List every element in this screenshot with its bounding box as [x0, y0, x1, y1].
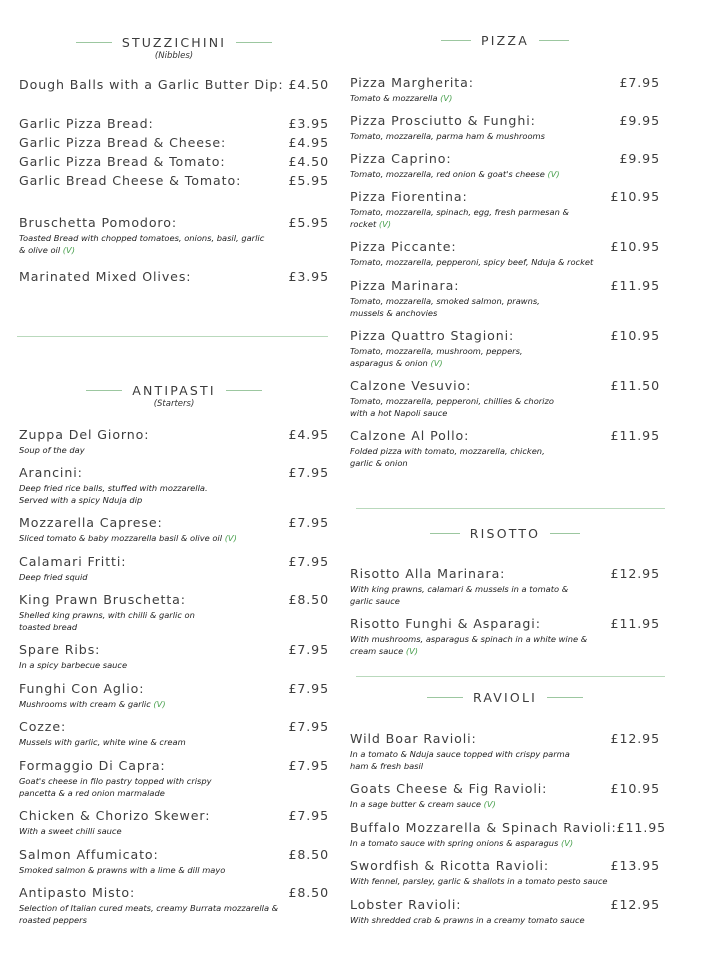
item-price: £10.95: [610, 239, 660, 254]
item-name: Funghi Con Aglio:: [19, 681, 145, 696]
menu-item: [19, 269, 329, 284]
item-price: £7.95: [619, 75, 660, 90]
nibbles-header: [19, 35, 329, 61]
menu-item: [350, 858, 660, 887]
item-description: Folded pizza with tomato, mozzarella, chicken, garlic & onion: [350, 446, 545, 468]
item-name: Garlic Pizza Bread & Tomato:: [19, 154, 226, 169]
item-description: Tomato, mozzarella, red onion & goat's cheese: [350, 169, 545, 179]
item-price: £13.95: [610, 858, 660, 873]
item-name: Zuppa Del Giorno:: [19, 427, 150, 442]
item-description: Soup of the day: [19, 445, 85, 455]
vegetarian-badge: (V): [153, 699, 166, 709]
item-price: £11.95: [610, 428, 660, 443]
item-description: Deep fried rice balls, stuffed with mozzarella. Served with a spicy Nduja dip: [19, 483, 208, 505]
vegetarian-badge: (V): [547, 169, 560, 179]
item-description: Tomato, mozzarella, pepperoni, spicy beef, Nduja & rocket: [350, 257, 594, 267]
vegetarian-badge: (V): [483, 799, 496, 809]
item-price: £12.95: [610, 897, 660, 912]
header-rule: [236, 42, 272, 43]
item-description: Goat's cheese in filo pastry topped with crispy pancetta & a red onion marmalade: [19, 776, 212, 798]
item-name: Wild Boar Ravioli:: [350, 731, 477, 746]
item-price: £10.95: [610, 781, 660, 796]
menu-item: [350, 781, 660, 810]
item-description: Tomato & mozzarella: [350, 93, 438, 103]
vegetarian-badge: (V): [430, 358, 443, 368]
item-name: Buffalo Mozzarella & Spinach Ravioli:: [350, 820, 617, 835]
item-description: Smoked salmon & prawns with a lime & dill mayo: [19, 865, 226, 875]
pizza-title: PIZZA: [481, 33, 529, 48]
menu-item: [19, 554, 329, 583]
item-name: Swordfish & Ricotta Ravioli:: [350, 858, 550, 873]
item-name: Calzone Vesuvio:: [350, 378, 472, 393]
item-price: £11.95: [610, 278, 660, 293]
header-rule: [550, 533, 580, 534]
item-name: Goats Cheese & Fig Ravioli:: [350, 781, 548, 796]
item-name: King Prawn Bruschetta:: [19, 592, 186, 607]
item-name: Pizza Margherita:: [350, 75, 474, 90]
item-description: Sliced tomato & baby mozzarella basil & olive oil: [19, 533, 223, 543]
ravioli-title: RAVIOLI: [472, 690, 538, 705]
item-description: With mushrooms, asparagus & spinach in a white wine & cream sauce: [350, 634, 588, 656]
item-price: £10.95: [610, 328, 660, 343]
item-price: £3.95: [288, 116, 329, 131]
item-name: Bruschetta Pomodoro:: [19, 215, 177, 230]
item-description: In a tomato sauce with spring onions & asparagus: [350, 838, 559, 848]
item-price: £5.95: [288, 215, 329, 230]
menu-item: [350, 428, 660, 469]
item-name: Pizza Quattro Stagioni:: [350, 328, 515, 343]
item-name: Garlic Pizza Bread:: [19, 116, 154, 131]
menu-item: [19, 592, 329, 633]
item-description: With king prawns, calamari & mussels in a tomato & garlic sauce: [350, 584, 569, 606]
vegetarian-badge: (V): [561, 838, 574, 848]
item-price: £4.95: [288, 135, 329, 150]
item-name: Spare Ribs:: [19, 642, 101, 657]
item-description: Selection of Italian cured meats, creamy Burrata mozzarella & roasted peppers: [19, 903, 279, 925]
item-description: Tomato, mozzarella, mushroom, peppers, asparagus & onion: [350, 346, 523, 368]
item-description: In a tomato & Nduja sauce topped with crispy parma ham & fresh basil: [350, 749, 570, 771]
item-price: £7.95: [288, 642, 329, 657]
menu-item: [19, 173, 329, 188]
menu-item: [19, 465, 329, 506]
item-price: £9.95: [619, 113, 660, 128]
item-price: £7.95: [288, 681, 329, 696]
item-name: Calamari Fritti:: [19, 554, 127, 569]
item-price: £12.95: [610, 566, 660, 581]
item-name: Marinated Mixed Olives:: [19, 269, 192, 284]
item-description: Tomato, mozzarella, pepperoni, chillies & chorizo with a hot Napoli sauce: [350, 396, 554, 418]
item-name: Salmon Affumicato:: [19, 847, 159, 862]
menu-item: [19, 847, 329, 876]
header-rule: [427, 697, 463, 698]
header-rule: [76, 42, 112, 43]
item-name: Cozze:: [19, 719, 67, 734]
risotto-title: RISOTTO: [469, 526, 541, 541]
item-name: Calzone Al Pollo:: [350, 428, 470, 443]
item-description: Mussels with garlic, white wine & cream: [19, 737, 186, 747]
item-description: In a sage butter & cream sauce: [350, 799, 481, 809]
nibbles-subtitle: (Nibbles): [154, 51, 194, 61]
item-price: £8.50: [288, 592, 329, 607]
menu-item: [19, 215, 329, 256]
menu-item: [19, 642, 329, 671]
item-name: Risotto Funghi & Asparagi:: [350, 616, 541, 631]
menu-item: [350, 820, 667, 849]
menu-item: [350, 151, 660, 180]
antipasti-subtitle: (Starters): [153, 399, 195, 409]
item-name: Pizza Marinara:: [350, 278, 460, 293]
item-price: £11.50: [610, 378, 660, 393]
section-divider: [17, 336, 328, 337]
item-description: Toasted Bread with chopped tomatoes, onions, basil, garlic & olive oil: [19, 233, 265, 255]
menu-item: [350, 239, 660, 268]
menu-item: [19, 808, 329, 837]
section-divider: [356, 508, 665, 509]
menu-item: [19, 515, 329, 544]
item-price: £9.95: [619, 151, 660, 166]
vegetarian-badge: (V): [224, 533, 237, 543]
item-description: With fennel, parsley, garlic & shallots in a tomato pesto sauce: [350, 876, 608, 886]
item-price: £7.95: [288, 808, 329, 823]
item-description: Deep fried squid: [19, 572, 88, 582]
menu-item: [19, 154, 329, 169]
item-description: In a spicy barbecue sauce: [19, 660, 128, 670]
pizza-header: [350, 33, 660, 48]
header-rule: [539, 40, 569, 41]
item-description: With shredded crab & prawns in a creamy tomato sauce: [350, 915, 585, 925]
menu-item: [350, 278, 660, 319]
vegetarian-badge: (V): [62, 245, 75, 255]
item-name: Pizza Piccante:: [350, 239, 457, 254]
item-price: £11.95: [610, 616, 660, 631]
menu-item: [19, 77, 329, 92]
item-name: Chicken & Chorizo Skewer:: [19, 808, 211, 823]
header-rule: [226, 390, 262, 391]
menu-item: [350, 328, 660, 369]
item-name: Mozzarella Caprese:: [19, 515, 163, 530]
section-divider: [356, 676, 665, 677]
header-rule: [86, 390, 122, 391]
item-price: £10.95: [610, 189, 660, 204]
menu-item: [19, 758, 329, 799]
item-name: Arancini:: [19, 465, 83, 480]
item-name: Pizza Prosciutto & Funghi:: [350, 113, 536, 128]
item-price: £7.95: [288, 719, 329, 734]
menu-item: [19, 885, 329, 926]
item-price: £8.50: [288, 847, 329, 862]
menu-item: [19, 719, 329, 748]
item-price: £12.95: [610, 731, 660, 746]
item-name: Pizza Caprino:: [350, 151, 452, 166]
item-price: £4.50: [288, 77, 329, 92]
ravioli-header: [350, 690, 660, 705]
item-description: Mushrooms with cream & garlic: [19, 699, 151, 709]
risotto-header: [350, 526, 660, 541]
menu-item: [350, 113, 660, 142]
header-rule: [547, 697, 583, 698]
item-price: £4.95: [288, 427, 329, 442]
menu-item: [19, 116, 329, 131]
menu-item: [19, 427, 329, 456]
vegetarian-badge: (V): [378, 219, 392, 229]
item-description: With a sweet chilli sauce: [19, 826, 122, 836]
vegetarian-badge: (V): [405, 646, 419, 656]
header-rule: [430, 533, 460, 534]
menu-item: [350, 897, 660, 926]
item-price: £11.95: [616, 820, 667, 835]
item-description: Tomato, mozzarella, spinach, egg, fresh parmesan & rocket: [350, 207, 569, 229]
menu-item: [350, 75, 660, 104]
item-price: £7.95: [288, 515, 329, 530]
item-price: £7.95: [288, 554, 329, 569]
menu-item: [350, 378, 660, 419]
nibbles-title: STUZZICHINI: [121, 35, 227, 50]
menu-item: [350, 566, 660, 607]
header-rule: [441, 40, 471, 41]
item-name: Pizza Fiorentina:: [350, 189, 468, 204]
vegetarian-badge: (V): [440, 93, 453, 103]
antipasti-header: [19, 383, 329, 409]
item-name: Risotto Alla Marinara:: [350, 566, 506, 581]
item-price: £3.95: [288, 269, 329, 284]
item-name: Formaggio Di Capra:: [19, 758, 166, 773]
item-price: £8.50: [288, 885, 329, 900]
item-description: Shelled king prawns, with chilli & garlic on toasted bread: [19, 610, 195, 632]
item-price: £5.95: [288, 173, 329, 188]
menu-item: [350, 189, 660, 230]
item-name: Dough Balls with a Garlic Butter Dip:: [19, 77, 284, 92]
menu-item: [19, 135, 329, 150]
item-price: £7.95: [288, 758, 329, 773]
item-description: Tomato, mozzarella, smoked salmon, prawns, mussels & anchovies: [350, 296, 540, 318]
item-name: Lobster Ravioli:: [350, 897, 462, 912]
menu-item: [19, 681, 329, 710]
item-description: Tomato, mozzarella, parma ham & mushrooms: [350, 131, 545, 141]
item-name: Garlic Bread Cheese & Tomato:: [19, 173, 242, 188]
menu-item: [350, 616, 660, 657]
antipasti-title: ANTIPASTI: [132, 383, 216, 398]
item-name: Garlic Pizza Bread & Cheese:: [19, 135, 227, 150]
item-price: £7.95: [288, 465, 329, 480]
item-price: £4.50: [288, 154, 329, 169]
item-name: Antipasto Misto:: [19, 885, 136, 900]
menu-item: [350, 731, 660, 772]
